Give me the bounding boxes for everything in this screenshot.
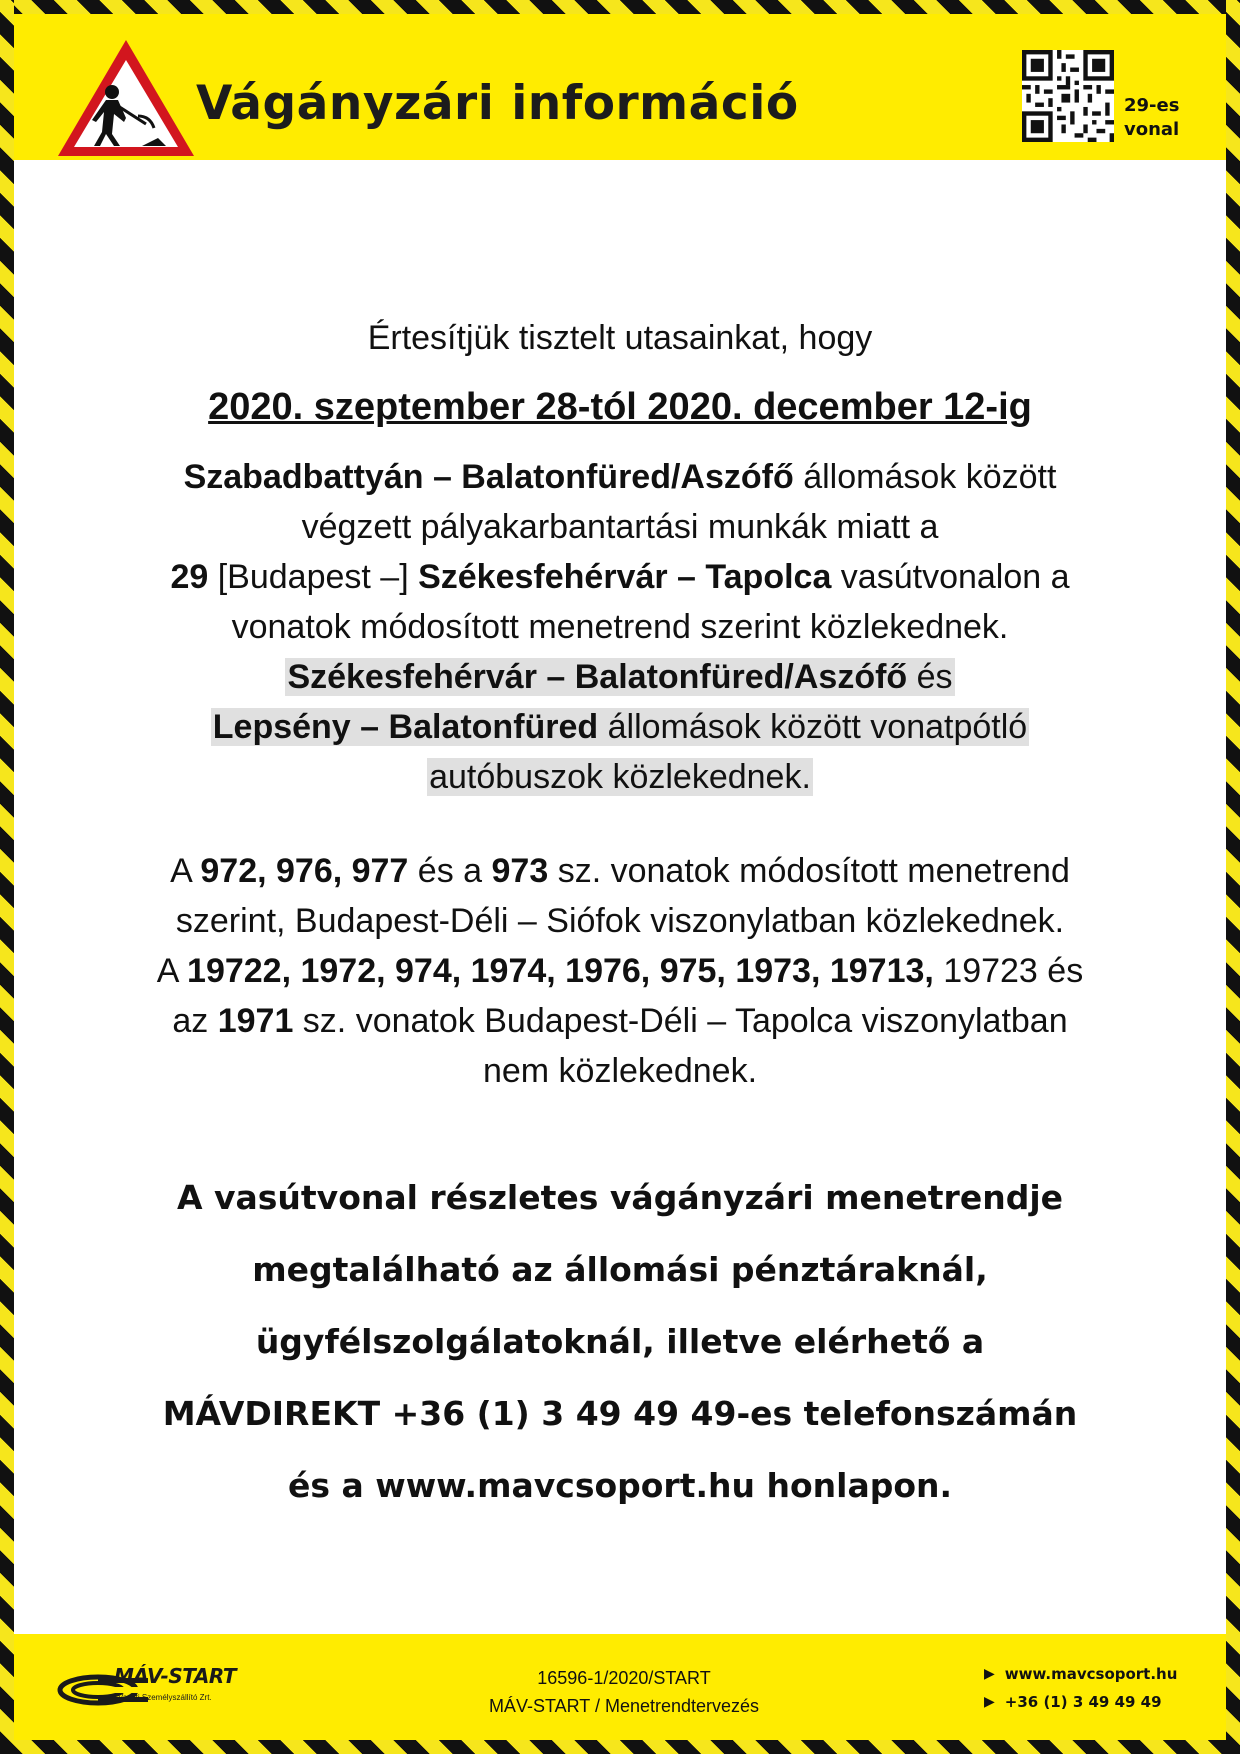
line-word: vonal: [1124, 119, 1180, 140]
text-span: és: [907, 658, 953, 696]
train-numbers: 972, 976, 977: [200, 852, 409, 890]
info-line-5: és a www.mavcsoport.hu honlapon.: [287, 1466, 953, 1505]
document-number: 16596-1/2020/START: [537, 1668, 711, 1688]
hazard-stripe-bottom: [0, 1740, 1240, 1754]
website-row: [984, 1660, 1177, 1688]
closure-line-4: vonatok módosított menetrend szerint közlekednek.: [231, 608, 1009, 646]
bus-section-1: Székesfehérvár – Balatonfüred/Aszófő: [287, 658, 908, 696]
text-span: állomások között: [793, 458, 1057, 496]
train-numbers: 19722, 1972, 974, 1974, 1976, 975, 1973, 19713,: [187, 952, 934, 990]
logo-subtitle: Vasúti Személyszállító Zrt.: [118, 1693, 212, 1702]
line-label: [1124, 94, 1179, 142]
info-line-2: megtalálható az állomási pénztáraknál,: [252, 1250, 988, 1289]
arrow-right-icon: ▶: [984, 1666, 995, 1682]
document-reference: [414, 1664, 834, 1720]
road-works-warning-icon: [54, 34, 199, 162]
trains-line-4: [14, 996, 1226, 1046]
closure-line-1: [14, 452, 1226, 502]
trains-paragraph: [14, 846, 1226, 1096]
contact-info: [984, 1660, 1177, 1716]
highlighted-text: [211, 708, 1029, 746]
info-line-3: ügyfélszolgálatoknál, illetve elérhető a: [255, 1322, 985, 1361]
info-line-1: A vasútvonal részletes vágányzári menetrendje: [176, 1178, 1064, 1217]
section-name: Szabadbattyán – Balatonfüred/Aszófő: [183, 458, 794, 496]
department: MÁV-START / Menetrendtervezés: [488, 1696, 760, 1716]
closure-line-6: [14, 702, 1226, 752]
intro-text: Értesítjük tisztelt utasainkat, hogy: [367, 319, 873, 357]
logo-name: MÁV-START: [114, 1664, 236, 1688]
text-span: állomások között vonatpótló: [598, 708, 1028, 746]
route-name: Székesfehérvár – Tapolca: [418, 558, 832, 596]
text-span: az: [172, 1002, 218, 1040]
trains-line-5: nem közlekednek.: [482, 1052, 758, 1090]
line-number-bold: 29: [170, 558, 209, 596]
text-span: sz. vonatok módosított menetrend: [548, 852, 1070, 890]
closure-line-3: [14, 552, 1226, 602]
hazard-stripe-top: [0, 0, 1240, 14]
closure-paragraph: [14, 452, 1226, 802]
text-span: vasútvonalon a: [831, 558, 1070, 596]
footer-band: [14, 1634, 1226, 1740]
notice-body: [14, 160, 1226, 1634]
trains-line-3: [14, 946, 1226, 996]
highlighted-text: [285, 658, 954, 696]
website-link[interactable]: www.mavcsoport.hu: [1004, 1665, 1178, 1683]
text-span: és a: [408, 852, 492, 890]
line-number: 29-es: [1124, 95, 1180, 116]
trains-line-1: [14, 846, 1226, 896]
text-span: A: [156, 952, 188, 990]
date-range: 2020. szeptember 28-tól 2020. december 12-ig: [208, 386, 1032, 428]
trains-line-2: szerint, Budapest-Déli – Siófok viszonylatban közlekednek.: [175, 902, 1065, 940]
header-band: [14, 14, 1226, 160]
bus-section-2: Lepsény – Balatonfüred: [212, 708, 599, 746]
hazard-stripe-right: [1226, 0, 1240, 1754]
closure-line-7: [14, 752, 1226, 802]
train-numbers: 973: [491, 852, 549, 890]
text-span: A: [170, 852, 201, 890]
text-span: [Budapest –]: [208, 558, 419, 596]
closure-line-2: végzett pályakarbantartási munkák miatt a: [301, 508, 939, 546]
hazard-stripe-left: [0, 0, 14, 1754]
qr-code-icon: [1022, 50, 1114, 142]
info-paragraph: [14, 1162, 1226, 1522]
info-line-4: MÁVDIREKT +36 (1) 3 49 49 49-es telefonszámán: [162, 1394, 1078, 1433]
phone-number: +36 (1) 3 49 49 49: [1004, 1693, 1162, 1711]
arrow-right-icon: ▶: [984, 1694, 995, 1710]
phone-row: [984, 1688, 1177, 1716]
train-numbers: 1971: [217, 1002, 294, 1040]
closure-line-5: [14, 652, 1226, 702]
text-span: sz. vonatok Budapest-Déli – Tapolca viszonylatban: [293, 1002, 1068, 1040]
page-title: Vágányzári információ: [196, 76, 799, 131]
text-span: 19723 és: [933, 952, 1084, 990]
highlighted-text: autóbuszok közlekednek.: [429, 758, 811, 796]
